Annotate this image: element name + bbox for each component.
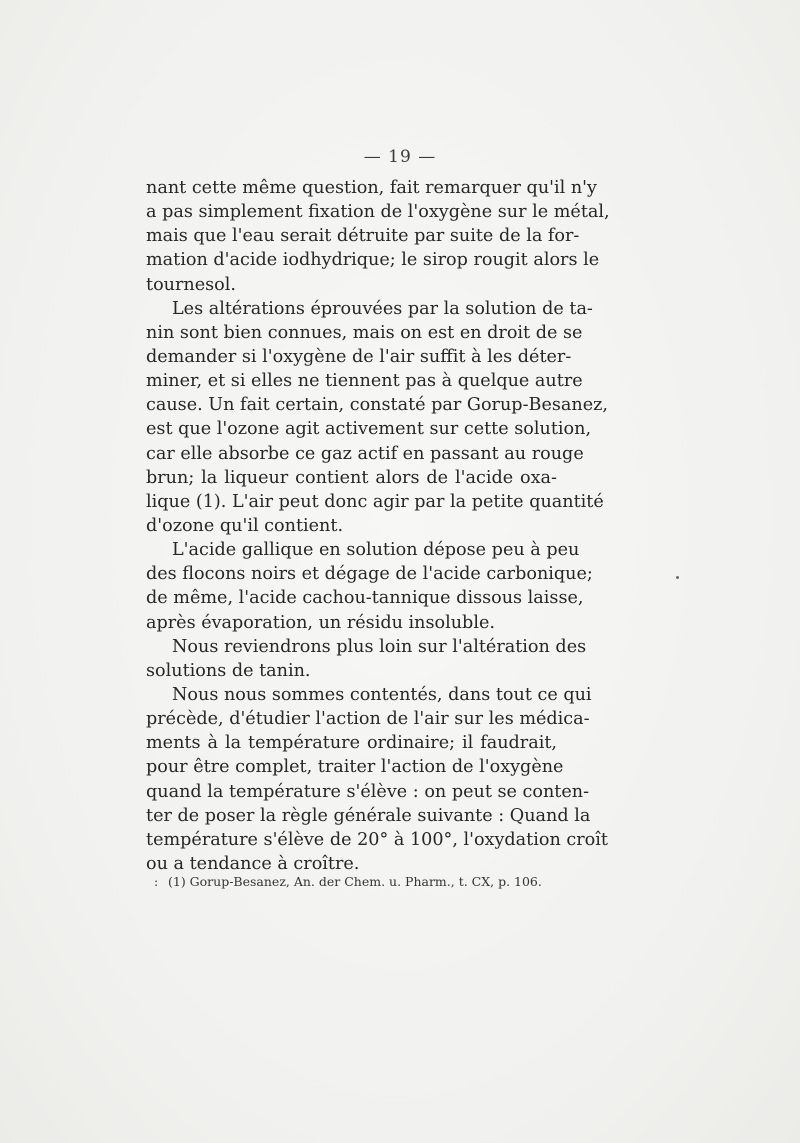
text-line: lique (1). L'air peut donc agir par la petite quantité bbox=[146, 491, 604, 512]
text-line: solutions de tanin. bbox=[146, 660, 311, 681]
body-text bbox=[146, 176, 610, 876]
footnote-text: (1) Gorup-Besanez, An. der Chem. u. Pharm., t. CX, p. 106. bbox=[167, 874, 542, 889]
margin-speck bbox=[676, 576, 679, 579]
text-line: ter de poser la règle générale suivante : Quand la bbox=[146, 805, 591, 826]
text-line: quand la température s'élève : on peut se conten- bbox=[146, 781, 590, 802]
text-line: brun; la liqueur contient alors de l'acide oxa- bbox=[146, 467, 557, 488]
text-line: Nous reviendrons plus loin sur l'altération des bbox=[172, 636, 587, 657]
text-line: de même, l'acide cachou-tannique dissous laisse, bbox=[146, 588, 584, 609]
text-line: mation d'acide iodhydrique; le sirop rougit alors le bbox=[146, 250, 600, 271]
text-line: ments à la température ordinaire; il faudrait, bbox=[146, 733, 557, 754]
text-line: après évaporation, un résidu insoluble. bbox=[146, 612, 495, 633]
text-line: tournesol. bbox=[146, 274, 236, 295]
text-line: nin sont bien connues, mais on est en droit de se bbox=[146, 322, 583, 343]
text-line: mais que l'eau serait détruite par suite de la for- bbox=[146, 226, 580, 247]
text-line: miner, et si elles ne tiennent pas à quelque autre bbox=[146, 371, 583, 392]
text-line: des flocons noirs et dégage de l'acide carbonique; bbox=[146, 564, 593, 585]
paragraph-temperature bbox=[146, 683, 608, 876]
text-line: L'acide gallique en solution dépose peu à peu bbox=[172, 540, 580, 561]
text-line: Les altérations éprouvées par la solution de ta- bbox=[172, 298, 593, 319]
footnote bbox=[154, 873, 584, 891]
paragraph-continuation bbox=[146, 176, 610, 297]
text-line: Nous nous sommes contentés, dans tout ce qui bbox=[172, 684, 592, 705]
paragraph-reviendrons bbox=[146, 635, 587, 683]
paragraph-acide-gallique bbox=[146, 538, 593, 635]
text-line: ou a tendance à croître. bbox=[146, 853, 360, 874]
paragraph-tanin bbox=[146, 297, 608, 538]
text-line: a pas simplement fixation de l'oxygène sur le métal, bbox=[146, 202, 610, 223]
text-line: d'ozone qu'il contient. bbox=[146, 515, 344, 536]
text-line: car elle absorbe ce gaz actif en passant au rouge bbox=[146, 443, 584, 464]
footnote-marker: : bbox=[154, 874, 159, 889]
text-line: pour être complet, traiter l'action de l'oxygène bbox=[146, 757, 564, 778]
text-line: demander si l'oxygène de l'air suffit à les déter- bbox=[146, 346, 572, 367]
text-line: nant cette même question, fait remarquer qu'il n'y bbox=[146, 178, 597, 198]
page-number: — 19 — bbox=[363, 147, 437, 167]
text-line: est que l'ozone agit activement sur cette solution, bbox=[146, 419, 592, 440]
text-line: température s'élève de 20° à 100°, l'oxydation croît bbox=[146, 829, 608, 850]
text-line: cause. Un fait certain, constaté par Gorup-Besanez, bbox=[146, 395, 608, 416]
text-line: précède, d'étudier l'action de l'air sur les médica- bbox=[146, 709, 590, 730]
